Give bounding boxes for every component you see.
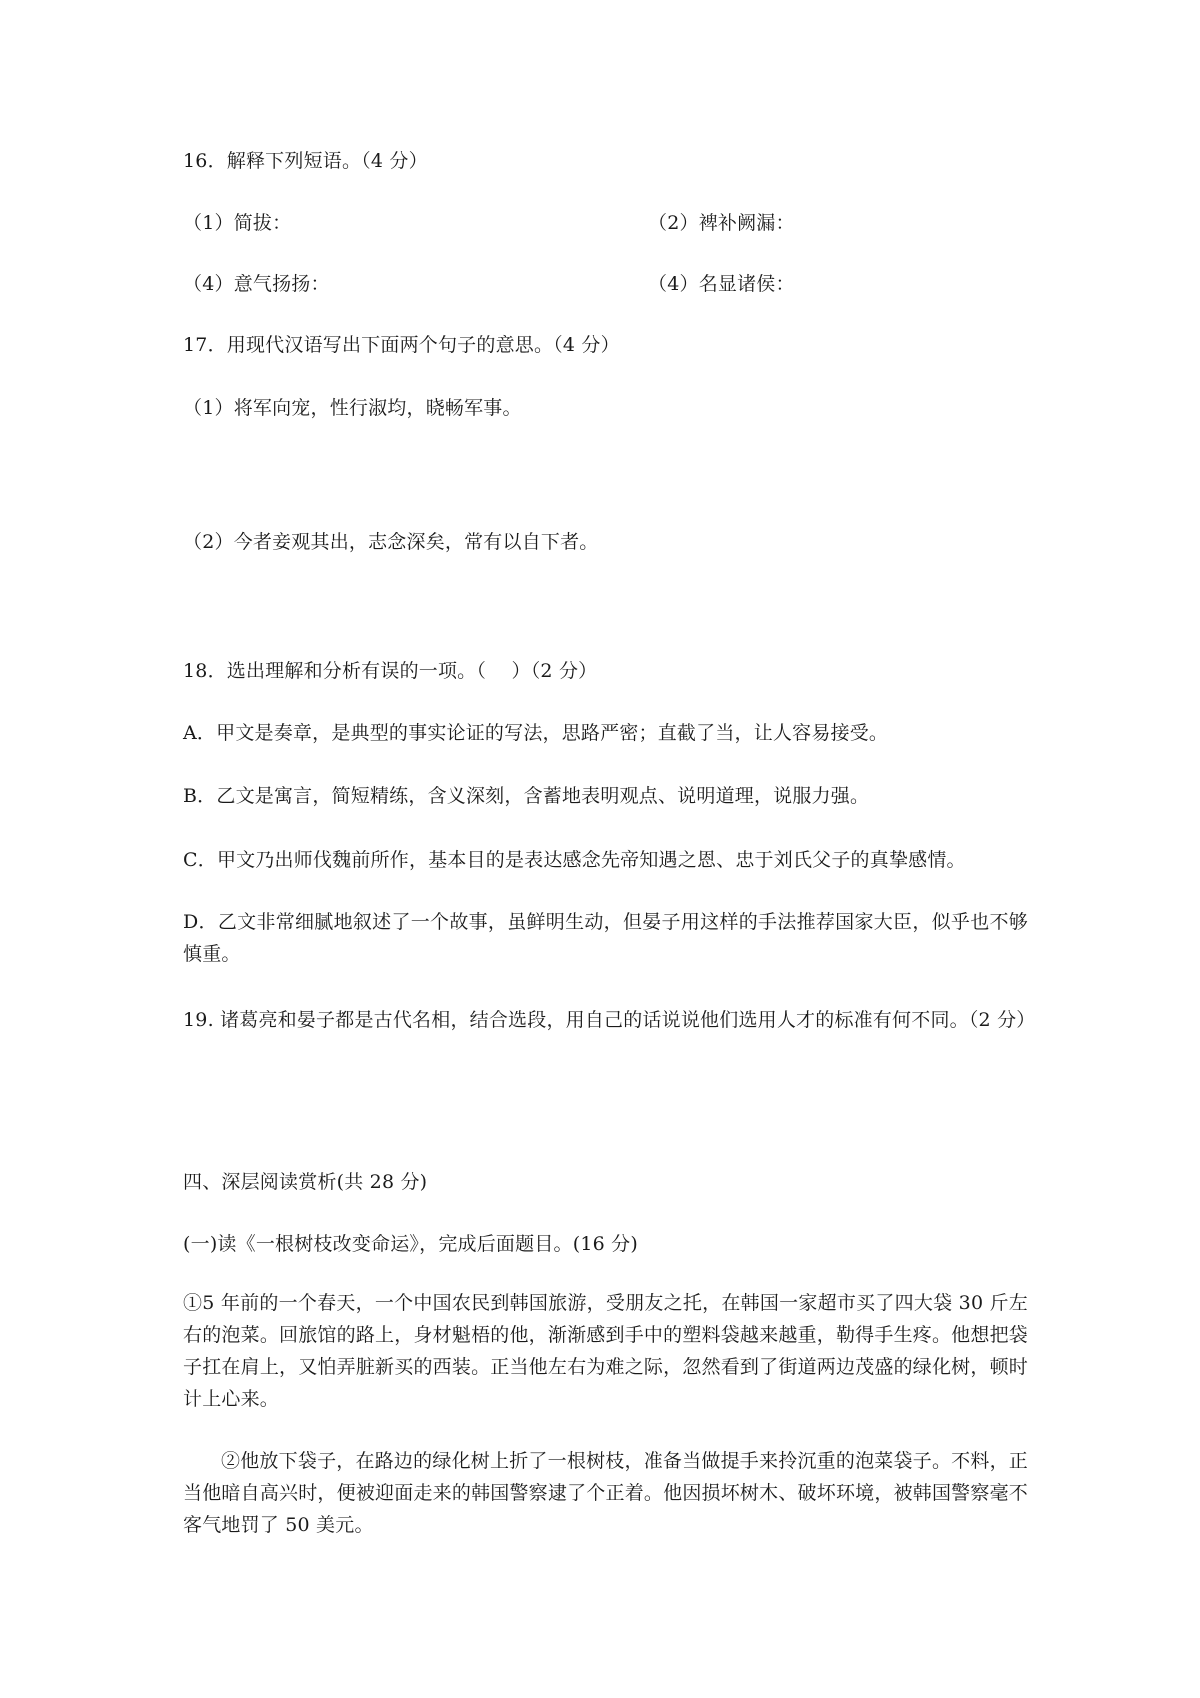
q17-title: 17．用现代汉语写出下面两个句子的意思。（4 分） (183, 334, 620, 356)
section4-subheading: (一)读《一根树枝改变命运》，完成后面题目。(16 分) (183, 1233, 638, 1255)
q16-title: 16．解释下列短语。（4 分） (183, 150, 428, 172)
q16-item-1: （1）简拔： (183, 212, 292, 234)
q18-option-d: D．乙文非常细腻地叙述了一个故事，虽鲜明生动，但晏子用这样的手法推荐国家大臣，似乎也不够慎重。 (183, 911, 1028, 965)
q18-option-c: C．甲文乃出师伐魏前所作，基本目的是表达感念先帝知遇之恩、忠于刘氏父子的真挚感情。 (183, 849, 966, 871)
q17-item-1: （1）将军向宠，性行淑均，晓畅军事。 (183, 397, 522, 419)
passage-paragraph-2: ②他放下袋子，在路边的绿化树上折了一根树枝，准备当做提手来拎沉重的泡菜袋子。不料，正当他暗自高兴时，便被迎面走来的韩国警察逮了个正着。他因损坏树木、破坏环境，被韩国警察毫不客气地罚了 50 美元。 (183, 1450, 1028, 1536)
q19-title: 19. 诸葛亮和晏子都是古代名相，结合选段，用自己的话说说他们选用人才的标准有何不同。（2 分） (183, 1009, 1036, 1031)
passage-paragraph-1: ①5 年前的一个春天，一个中国农民到韩国旅游，受朋友之托，在韩国一家超市买了四大袋 30 斤左右的泡菜。回旅馆的路上，身材魁梧的他，渐渐感到手中的塑料袋越来越重，勒得手生疼。他想把袋子扛在肩上，又怕弄脏新买的西装。正当他左右为难之际，忽然看到了街道两边茂盛的绿化树，顿时计上心来。 (183, 1292, 1028, 1410)
section4-heading: 四、深层阅读赏析(共 28 分) (183, 1171, 428, 1193)
q16-item-2: （2）裨补阙漏： (648, 212, 795, 234)
q17-item-2: （2）今者妾观其出，志念深矣，常有以自下者。 (183, 531, 599, 553)
q18-title: 18．选出理解和分析有误的一项。（ ）（2 分） (183, 660, 598, 682)
q18-option-a: A．甲文是奏章，是典型的事实论证的写法，思路严密；直截了当，让人容易接受。 (183, 722, 889, 744)
q16-item-3: （4）意气扬扬： (183, 273, 330, 295)
q16-item-4: （4）名显诸侯： (648, 273, 795, 295)
q18-option-b: B．乙文是寓言，简短精练，含义深刻，含蓄地表明观点、说明道理，说服力强。 (183, 785, 870, 807)
